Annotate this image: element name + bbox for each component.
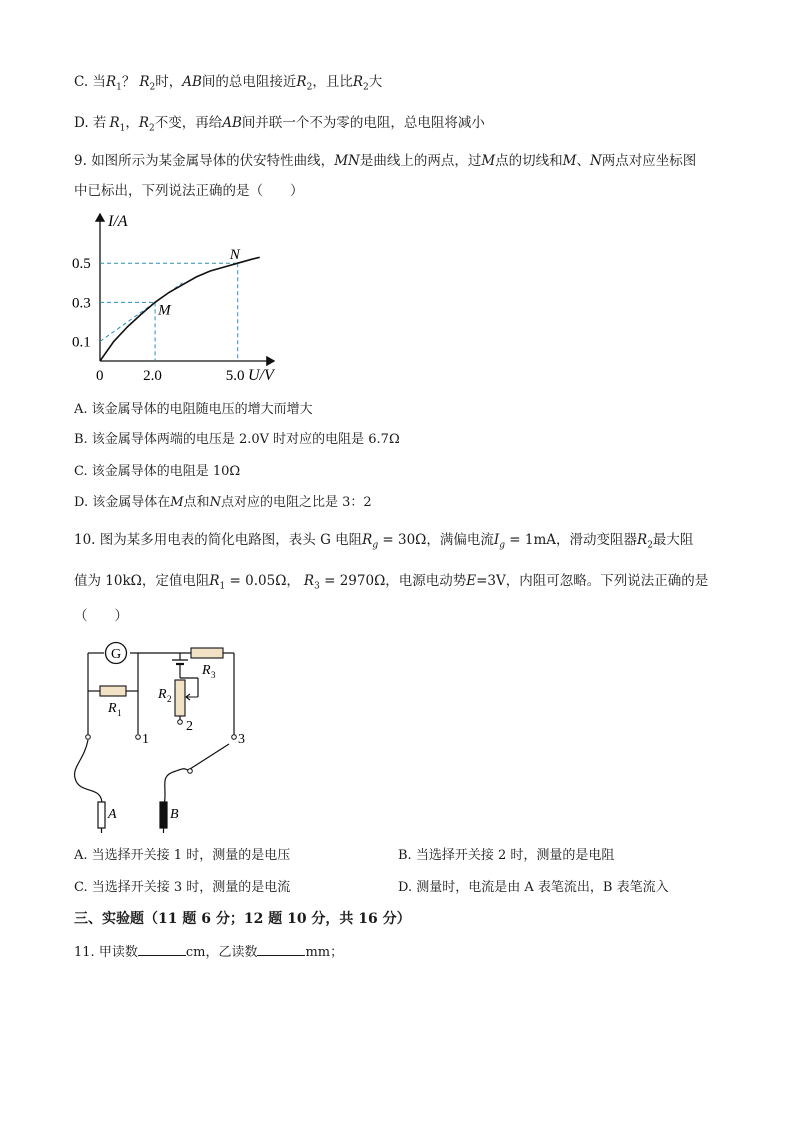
q10-option-a[interactable]: A. 当选择开关接 1 时，测量的是电压 — [74, 848, 291, 863]
q8-option-c: C. 当$R_1$？ $R_2$时，AB间的总电阻接近$R_2$，且比$R_2$大 — [74, 74, 383, 93]
q9-option-c[interactable]: C. 该金属导体的电阻是 10Ω — [74, 464, 241, 479]
svg-text:3: 3 — [211, 670, 216, 680]
iv-graph — [68, 208, 290, 388]
x-tick-label: 2.0 — [143, 368, 162, 384]
resistor-r3 — [191, 648, 223, 658]
probe-b-label: B — [170, 807, 179, 822]
answer-blank-1[interactable] — [138, 943, 186, 956]
iv-curve — [100, 257, 260, 361]
y-tick-label: 0.3 — [72, 295, 91, 312]
q9-option-d[interactable]: D. 该金属导体在M点和N点对应的电阻之比是 3：2 — [74, 495, 372, 510]
probe-b — [160, 802, 167, 828]
y-tick-label: 0.1 — [72, 334, 91, 351]
galvanometer-label: G — [110, 647, 122, 662]
y-axis-label: I/A — [108, 213, 128, 230]
q10-option-b[interactable]: B. 当选择开关接 2 时，测量的是电阻 — [398, 848, 615, 863]
probe-a-label: A — [108, 807, 117, 822]
r2-label: R — [158, 687, 167, 702]
svg-text:1: 1 — [117, 708, 122, 718]
r3-label: R — [202, 663, 211, 678]
q9-option-b[interactable]: B. 该金属导体两端的电压是 2.0V 时对应的电阻是 6.7Ω — [74, 432, 400, 447]
r2-slider-arrow — [186, 694, 198, 700]
r1-label: R — [108, 701, 117, 716]
q9-option-a[interactable]: A. 该金属导体的电阻随电压的增大而增大 — [74, 402, 313, 417]
svg-text:1: 1 — [142, 732, 149, 747]
terminal-1 — [136, 735, 141, 740]
x-axis-label: U/V — [248, 367, 274, 384]
q10-option-c[interactable]: C. 当选择开关接 3 时，测量的是电流 — [74, 880, 291, 895]
x-tick-label: 5.0 — [225, 368, 245, 384]
svg-text:2: 2 — [186, 719, 193, 734]
q10-option-d[interactable]: D. 测量时，电流是由 A 表笔流出，B 表笔流入 — [398, 880, 669, 895]
resistor-r1 — [100, 686, 126, 696]
point-m-label: M — [158, 302, 171, 319]
q9-stem-line2: 中已标出，下列说法正确的是（ ） — [74, 183, 304, 199]
q8-option-d: D. 若 $R_1$，$R_2$不变，再给AB间并联一个不为零的电阻，总电阻将减小 — [74, 115, 485, 134]
terminal-3 — [232, 735, 237, 740]
resistor-r2 — [175, 680, 185, 716]
q10-stem-line3: （ ） — [74, 608, 128, 624]
svg-text:2: 2 — [167, 694, 172, 704]
probe-a — [98, 802, 105, 828]
q11-stem: 11. 甲读数 cm，乙读数 mm； — [74, 945, 344, 960]
multimeter-circuit — [66, 636, 266, 836]
terminal-a — [86, 735, 91, 740]
y-tick-label: 0.5 — [72, 256, 91, 273]
q9-stem-line1: 9. 如图所示为某金属导体的伏安特性曲线，MN是曲线上的两点，过M点的切线和M、N两点对应坐标图 — [74, 153, 697, 169]
section-heading: 三、实验题（11 题 6 分；12 题 10 分，共 16 分） — [74, 911, 411, 927]
terminal-2 — [178, 720, 183, 725]
answer-blank-2[interactable] — [257, 943, 305, 956]
q10-stem-line2: 值为 10kΩ，定值电阻$R_1 = 0.05\Omega$， $R_3 = 2970\Omega$，电源电动势E=3V，内阻可忽略。下列说法正确的是 — [74, 573, 709, 592]
q10-stem-line1: 10. 图为某多用电表的简化电路图，表头 G 电阻$R_g = 30\Omega$，满偏电流$I_g = 1mA$，滑动变阻器$R_2$最大阻 — [74, 532, 694, 551]
switch-pivot — [188, 769, 193, 774]
origin-label: 0 — [96, 368, 104, 384]
svg-text:3: 3 — [238, 732, 245, 747]
point-n-label: N — [229, 247, 240, 264]
